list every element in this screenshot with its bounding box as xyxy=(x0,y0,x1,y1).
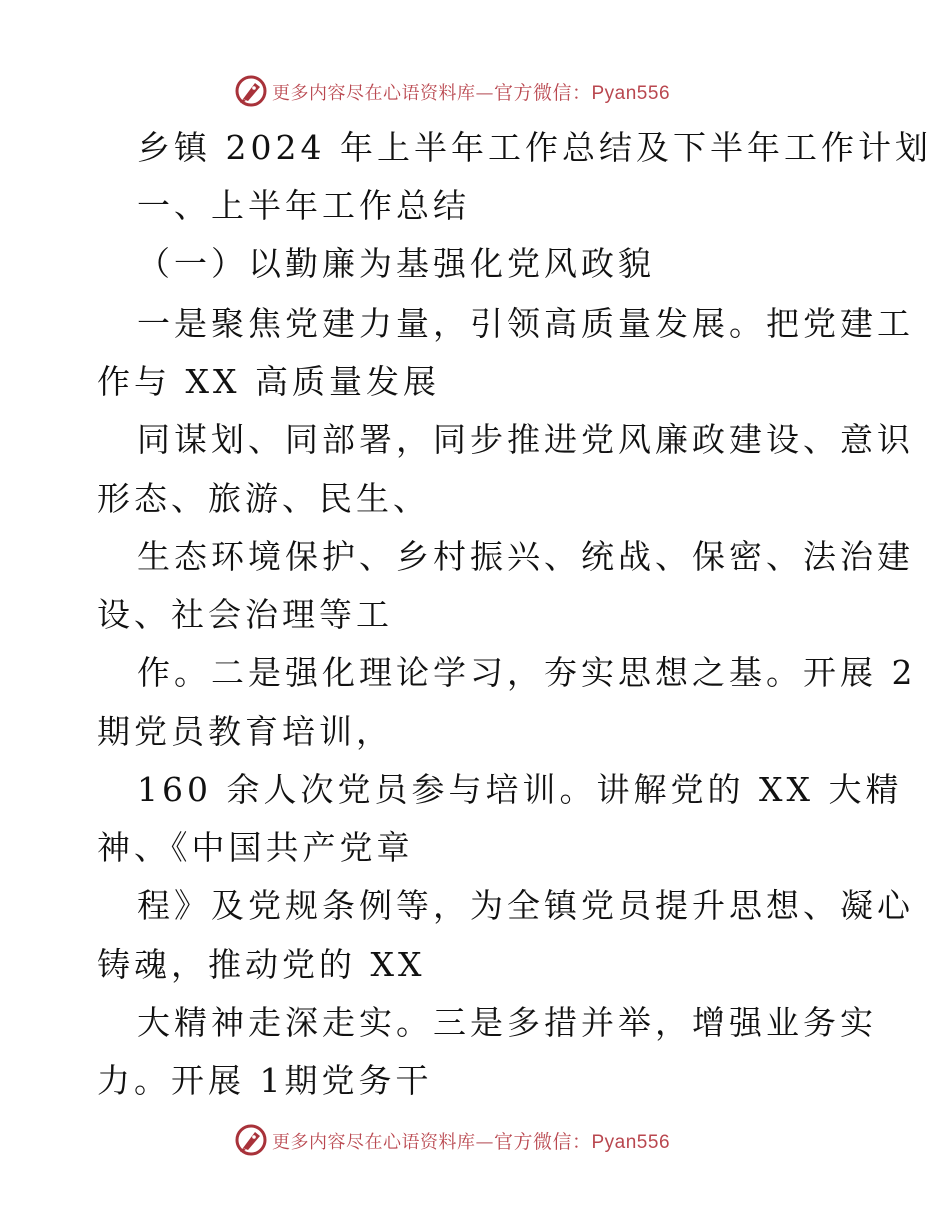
watermark-separator: — xyxy=(475,82,494,104)
paragraph-line: 铸魂，推动党的 XX xyxy=(97,945,426,984)
paragraph-line: 生态环境保护、乡村振兴、统战、保密、法治建 xyxy=(137,537,914,576)
watermark-text xyxy=(272,1127,670,1154)
paragraph-line: 形态、旅游、民生、 xyxy=(97,479,430,518)
pen-nib-logo-icon xyxy=(234,74,268,108)
paragraph-line: 期党员教育培训， xyxy=(97,712,393,751)
watermark-wechat: 官方微信：Pyan556 xyxy=(494,82,671,104)
watermark-footer xyxy=(234,1122,670,1158)
watermark-text xyxy=(272,78,670,105)
section-heading: 一、上半年工作总结 xyxy=(137,186,470,225)
paragraph-line: 程》及党规条例等，为全镇党员提升思想、凝心 xyxy=(137,886,914,925)
watermark-main: 更多内容尽在心语资料库 xyxy=(272,1131,476,1153)
paragraph-line: 设、社会治理等工 xyxy=(97,595,393,634)
paragraph-line: 同谋划、同部署，同步推进党风廉政建设、意识 xyxy=(137,420,914,459)
pen-nib-logo-icon xyxy=(234,1123,268,1157)
watermark-separator: — xyxy=(475,1131,494,1153)
paragraph-line: 大精神走深走实。三是多措并举，增强业务实 xyxy=(137,1003,877,1042)
subsection-heading: （一）以勤廉为基强化党风政貌 xyxy=(137,244,655,283)
paragraph-line: 力。开展 1期党务干 xyxy=(97,1061,433,1100)
paragraph-line: 神、《中国共产党章 xyxy=(97,828,414,867)
paragraph-line: 作。二是强化理论学习，夯实思想之基。开展 2 xyxy=(137,653,917,692)
paragraph-line: 160 余人次党员参与培训。讲解党的 XX 大精 xyxy=(137,770,903,809)
watermark-header xyxy=(234,73,670,109)
watermark-wechat: 官方微信：Pyan556 xyxy=(494,1131,671,1153)
watermark-main: 更多内容尽在心语资料库 xyxy=(272,82,476,104)
paragraph-line: 作与 XX 高质量发展 xyxy=(97,362,440,401)
document-title: 乡镇 2024 年上半年工作总结及下半年工作计划 xyxy=(137,128,932,167)
paragraph-line: 一是聚焦党建力量，引领高质量发展。把党建工 xyxy=(137,304,914,343)
